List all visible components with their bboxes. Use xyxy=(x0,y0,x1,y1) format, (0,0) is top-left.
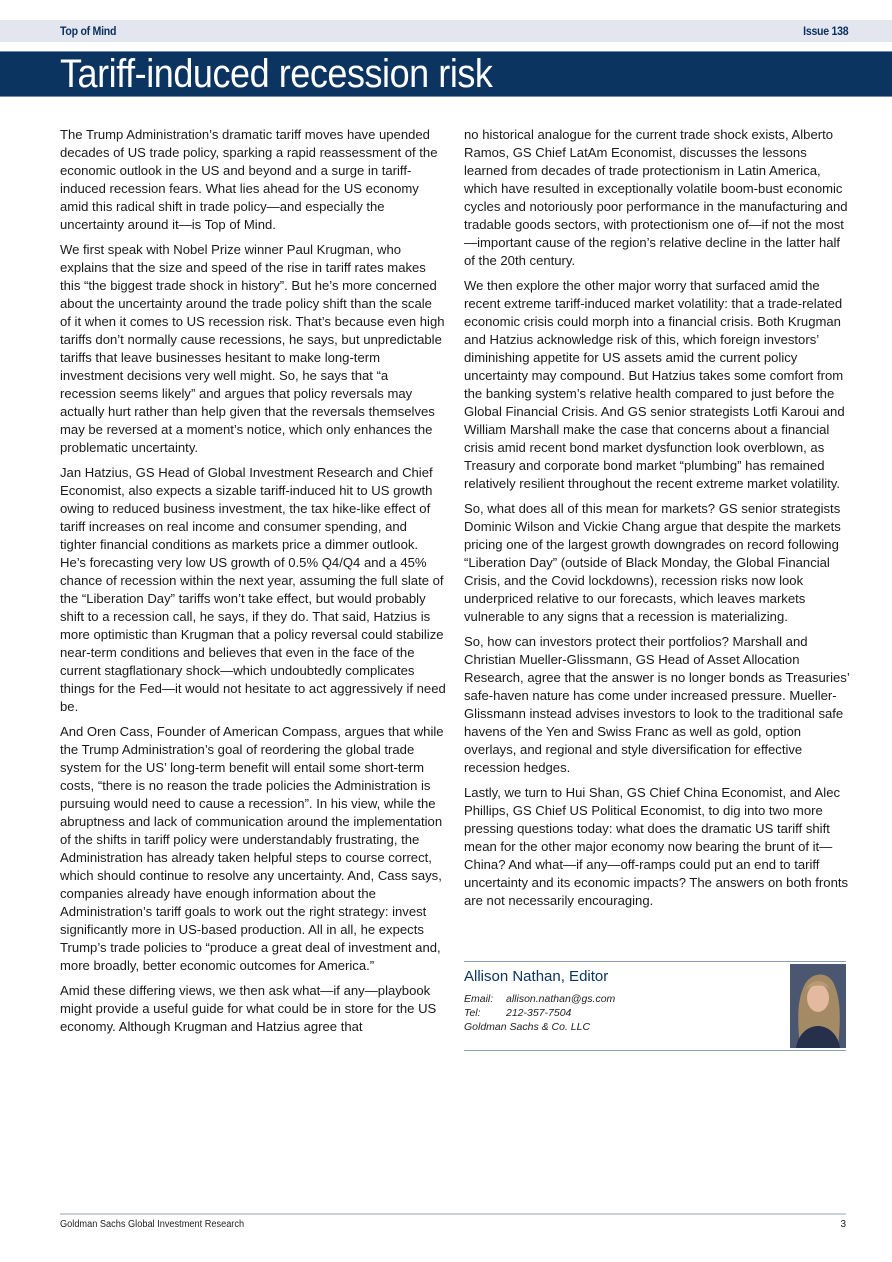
paragraph: So, what does all of this mean for markets? GS senior strategists Dominic Wilson and Vickie Chang argue that despite the markets pricing one of the largest growth downgrades on record following “Liberation Day” (outside of Black Monday, the Global Financial Crisis, and the Covid lockdowns), recession risks now look underpriced relative to our forecasts, which leaves markets vulnerable to any signs that a recession is materializing. xyxy=(464,501,841,624)
issue-number: Issue 138 xyxy=(802,24,848,38)
paragraph: We first speak with Nobel Prize winner Paul Krugman, who explains that the size and speed of the rise in tariff rates makes this “the biggest trade shock in history”. But he’s more concerned about the uncertainty around the trade policy shift than the scale of it when it comes to US recession risk. That’s because even high tariffs don’t normally cause recessions, he says, but unpredictable tariffs that leave businesses hesitant to make long-term investment decisions very well might. So, he says that “a recession seems likely” and argues that policy reversals may actually hurt rather than help given that the reversals themselves may be reversed at a moment’s notice, which only enhances the problematic uncertainty. xyxy=(60,242,445,455)
editor-name: Allison Nathan, Editor xyxy=(464,968,609,985)
paragraph: Amid these differing views, we then ask what—if any—playbook might provide a useful guide for what could be in store for the US economy. Although Krugman and Hatzius agree that xyxy=(60,983,437,1034)
footer-divider xyxy=(60,1213,846,1215)
editor-phone: 212-357-7504 xyxy=(506,1007,572,1019)
footer-source: Goldman Sachs Global Investment Research xyxy=(60,1219,245,1230)
running-header xyxy=(0,20,892,42)
paragraph: So, how can investors protect their portfolios? Marshall and Christian Mueller-Glissmann, GS Head of Asset Allocation Research, agree that the answer is no longer bonds as Treasuries’ safe-haven nature has come under increased pressure. Mueller-Glissmann instead advises investors to look to the traditional safe havens of the Yen and Swiss Franc as well as gold, option overlays, and regional and style diversification for effective recession hedges. xyxy=(464,634,850,775)
left-column xyxy=(60,126,446,1043)
email-label: Email: xyxy=(464,993,494,1005)
title-banner xyxy=(0,51,892,97)
editor-photo xyxy=(790,964,846,1048)
editor-box xyxy=(464,961,846,1051)
paragraph: Jan Hatzius, GS Head of Global Investment Research and Chief Economist, also expects a sizable tariff-induced hit to US growth owing to reduced business investment, the tax hike-like effect of tariff increases on real income and consumer spending, and tighter financial conditions as markets price a dimmer outlook. He’s forecasting very low US growth of 0.5% Q4/Q4 and a 45% chance of recession within the next year, assuming the full slate of the “Liberation Day” tariffs won’t take effect, but would probably shift to a recession call, he says, if they do. That said, Hatzius is more optimistic than Krugman that a policy reversal could stabilize near-term conditions and believes that even in the face of the current stagflationary shock—which undoubtedly complicates things for the Fed—it would not hesitate to act aggressively if need be. xyxy=(60,465,446,714)
tel-label: Tel: xyxy=(464,1007,481,1019)
paragraph: Lastly, we turn to Hui Shan, GS Chief China Economist, and Alec Phillips, GS Chief US Political Economist, to dig into two more pressing questions today: what does the dramatic US tariff shift mean for the other major economy now bearing the brunt of it—China? And what—if any—off-ramps could put an end to tariff uncertainty and its economic impacts? The answers on both fronts are not necessarily encouraging. xyxy=(464,785,849,908)
paragraph: no historical analogue for the current trade shock exists, Alberto Ramos, GS Chief LatAm Economist, discusses the lessons learned from decades of trade protectionism in Latin America, which have resulted in exceptionally volatile boom-bust economic cycles and notoriously poor performance in the manufacturing and tradable goods sectors, with protectionism one of—if not the most—important cause of the region’s relative decline in the latter half of the 20th century. xyxy=(464,127,848,268)
editor-email-link[interactable]: allison.nathan@gs.com xyxy=(506,993,616,1005)
right-column xyxy=(464,126,850,917)
editor-contact xyxy=(464,992,615,1034)
series-name: Top of Mind xyxy=(60,24,117,38)
page-title: Tariff-induced recession risk xyxy=(60,52,493,96)
page-number: 3 xyxy=(840,1219,846,1230)
paragraph: And Oren Cass, Founder of American Compass, argues that while the Trump Administration’s goal of reordering the global trade system for the US’ long-term benefit will entail some short-term costs, “there is no reason the trade policies the Administration is pursuing would need to cause a recession”. In his view, while the abruptness and lack of communication around the implementation of the shifts in tariff policy were understandably frustrating, the Administration has already taken helpful steps to course correct, which should continue to resolve any uncertainty. And, Cass says, companies already have enough information about the Administration’s tariff goals to work out the right strategy: invest significantly more in US-based production. All in all, he expects Trump’s trade policies to “produce a great deal of investment and, more broadly, better economic outcomes for America.” xyxy=(60,724,444,973)
paragraph: We then explore the other major worry that surfaced amid the recent extreme tariff-induced market volatility: that a trade-related economic crisis could morph into a financial crisis. Both Krugman and Hatzius acknowledge risk of this, which foreign investors’ diminishing appetite for US assets amid the current policy uncertainty may compound. But Hatzius takes some comfort from the banking system’s relative health compared to just before the Global Financial Crisis. And GS senior strategists Lotfi Karoui and William Marshall make the case that concerns about a financial crisis amid recent bond market dysfunction look overblown, as Treasury and corporate bond market “plumbing” has remained relatively resilient throughout the recent extreme market volatility. xyxy=(464,278,845,491)
portrait-image-icon xyxy=(790,964,846,1048)
paragraph: The Trump Administration’s dramatic tariff moves have upended decades of US trade policy, sparking a rapid reassessment of the economic outlook in the US and beyond and a surge in tariff-induced recession fears. What lies ahead for the US economy amid this radical shift in trade policy—and especially the uncertainty around it—is Top of Mind. xyxy=(60,127,438,232)
editor-company: Goldman Sachs & Co. LLC xyxy=(464,1021,591,1033)
